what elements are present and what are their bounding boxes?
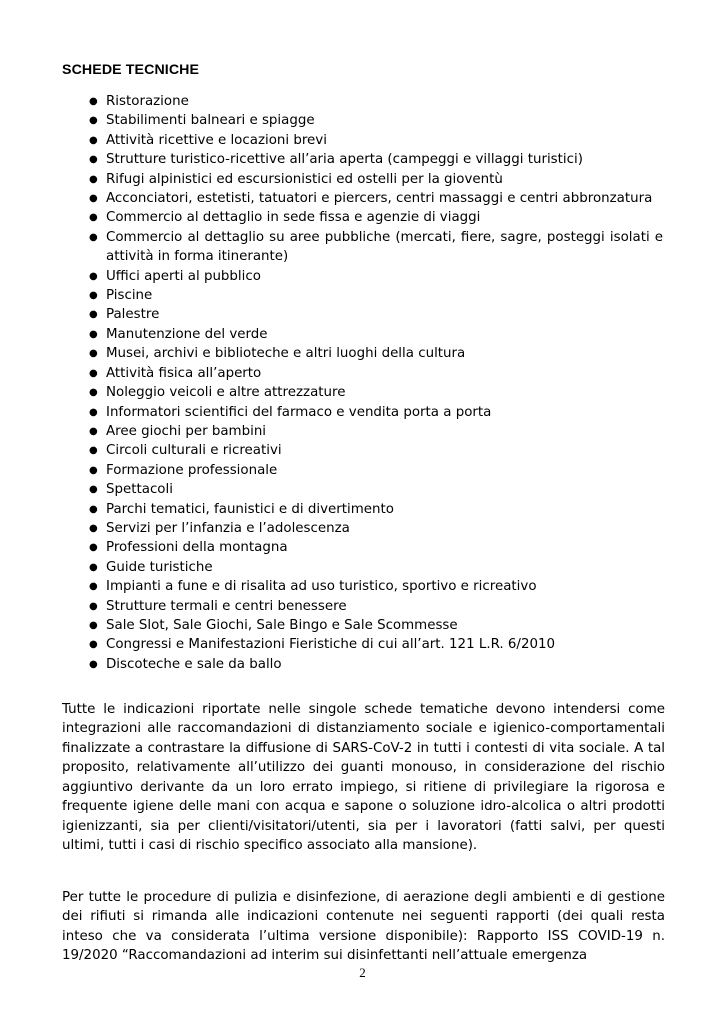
list-item-text: Manutenzione del verde bbox=[106, 326, 268, 342]
section-heading: SCHEDE TECNICHE bbox=[62, 62, 200, 78]
bullet-icon: ● bbox=[89, 425, 98, 437]
list-item-text: Noleggio veicoli e altre attrezzature bbox=[106, 385, 346, 401]
list-item-text: Strutture termali e centri benessere bbox=[106, 598, 347, 614]
paragraph-integrations: Tutte le indicazioni riportate nelle singole schede tematiche devono intendersi come integrazioni alle raccomandazioni di distanziamento sociale e igienico-comportamentali finalizzate a contrastare la diffusione di SARS-CoV-2 in tutti i contesti di vita sociale. A tal proposito, relativamente all’utilizzo dei guanti monouso, in considerazione del rischio aggiuntivo derivante da un loro errato impiego, si ritiene di privilegiare la rigorosa e frequente igiene delle mani con acqua e sapone o soluzione idro-alcolica o altri prodotti igienizzanti, sia per clienti/visitatori/utenti, sia per i lavoratori (fatti salvi, per questi ultimi, tutti i casi di rischio specifico associato alla mansione). bbox=[62, 702, 665, 854]
bullet-icon: ● bbox=[89, 96, 98, 107]
bullet-icon: ● bbox=[89, 231, 98, 243]
bullet-icon: ● bbox=[89, 154, 98, 166]
list-item-text: Servizi per l’infanzia e l’adolescenza bbox=[106, 520, 350, 536]
list-item bbox=[0, 422, 725, 441]
list-item bbox=[0, 519, 725, 538]
list-item-text: Commercio al dettaglio in sede fissa e agenzie di viaggi bbox=[106, 210, 481, 226]
bullet-icon: ● bbox=[89, 600, 98, 612]
bullet-icon: ● bbox=[89, 290, 98, 302]
bullet-icon: ● bbox=[89, 639, 98, 651]
list-item-text: Parchi tematici, faunistici e di divertimento bbox=[106, 501, 394, 517]
list-item bbox=[0, 305, 725, 324]
list-item-text: Formazione professionale bbox=[106, 462, 278, 478]
bullet-icon: ● bbox=[89, 367, 98, 379]
list-item-text: Stabilimenti balneari e spiagge bbox=[106, 113, 315, 129]
list-item-text: Attività ricettive e locazioni brevi bbox=[106, 132, 327, 148]
list-item bbox=[0, 189, 725, 208]
list-item bbox=[0, 616, 725, 635]
list-item bbox=[0, 597, 725, 616]
list-item bbox=[0, 480, 725, 499]
list-item-text: Ristorazione bbox=[106, 94, 189, 109]
list-item-text: Informatori scientifici del farmaco e vendita porta a porta bbox=[106, 404, 492, 420]
list-item bbox=[0, 500, 725, 519]
bullet-icon: ● bbox=[89, 561, 98, 573]
list-item-text: Attività fisica all’aperto bbox=[106, 365, 262, 381]
bullet-icon: ● bbox=[89, 484, 98, 496]
list-item bbox=[0, 635, 725, 654]
list-item-text: Circoli culturali e ricreativi bbox=[106, 443, 282, 459]
list-item bbox=[0, 403, 725, 422]
bullet-icon: ● bbox=[89, 115, 98, 127]
bullet-icon: ● bbox=[89, 212, 98, 224]
list-item bbox=[0, 538, 725, 557]
bullet-icon: ● bbox=[89, 542, 98, 554]
bullet-icon: ● bbox=[89, 173, 98, 185]
list-item-text: Spettacoli bbox=[106, 482, 173, 498]
list-item bbox=[0, 461, 725, 480]
list-item bbox=[0, 228, 725, 267]
bullet-icon: ● bbox=[89, 134, 98, 146]
list-item-text: Rifugi alpinistici ed escursionistici ed ostelli per la gioventù bbox=[106, 171, 503, 187]
list-item bbox=[0, 111, 725, 130]
bullet-icon: ● bbox=[89, 581, 98, 593]
list-item bbox=[0, 131, 725, 150]
list-item-text: Aree giochi per bambini bbox=[106, 423, 267, 439]
list-item bbox=[0, 577, 725, 596]
list-item bbox=[0, 208, 725, 227]
list-item bbox=[0, 150, 725, 169]
list-item bbox=[0, 92, 725, 111]
list-item-text: Musei, archivi e biblioteche e altri luoghi della cultura bbox=[106, 346, 466, 362]
list-item bbox=[0, 267, 725, 286]
bullet-icon: ● bbox=[89, 348, 98, 360]
bullet-icon: ● bbox=[89, 658, 98, 670]
list-item-text: Commercio al dettaglio su aree pubbliche (mercati, fiere, sagre, posteggi isolati e attività in forma itinerante) bbox=[106, 229, 663, 265]
list-item-text: Strutture turistico-ricettive all’aria aperta (campeggi e villaggi turistici) bbox=[106, 152, 583, 168]
bullet-icon: ● bbox=[89, 387, 98, 399]
paragraph-cleaning-procedures: Per tutte le procedure di pulizia e disinfezione, di aerazione degli ambienti e di gestione dei rifiuti si rimanda alle indicazioni contenute nei seguenti rapporti (dei quali resta inteso che va considerata l’ultima versione disponibile): Rapporto ISS COVID-19 n. 19/2020 “Raccomandazioni ad interim sui disinfettanti nell’attuale emergenza bbox=[62, 890, 665, 964]
list-item-text: Sale Slot, Sale Giochi, Sale Bingo e Sale Scommesse bbox=[106, 617, 458, 633]
page-number: 2 bbox=[359, 965, 366, 980]
list-item-text: Congressi e Manifestazioni Fieristiche di cui all’art. 121 L.R. 6/2010 bbox=[106, 637, 556, 653]
list-item bbox=[0, 325, 725, 344]
list-item bbox=[0, 286, 725, 305]
bullet-icon: ● bbox=[89, 193, 98, 205]
bullet-icon: ● bbox=[89, 522, 98, 534]
list-item bbox=[0, 558, 725, 577]
list-item bbox=[0, 383, 725, 402]
activity-list bbox=[0, 92, 725, 674]
list-item bbox=[0, 170, 725, 189]
bullet-icon: ● bbox=[89, 445, 98, 457]
list-item-text: Impianti a fune e di risalita ad uso turistico, sportivo e ricreativo bbox=[106, 579, 537, 595]
bullet-icon: ● bbox=[89, 309, 98, 321]
list-item-text: Acconciatori, estetisti, tatuatori e piercers, centri massaggi e centri abbronzatura bbox=[106, 191, 653, 207]
list-item bbox=[0, 655, 725, 674]
list-item bbox=[0, 344, 725, 363]
list-item-text: Discoteche e sale da ballo bbox=[106, 656, 282, 672]
bullet-icon: ● bbox=[89, 270, 98, 282]
list-item-text: Palestre bbox=[106, 307, 160, 323]
bullet-icon: ● bbox=[89, 464, 98, 476]
bullet-icon: ● bbox=[89, 619, 98, 631]
list-item bbox=[0, 441, 725, 460]
bullet-icon: ● bbox=[89, 503, 98, 515]
list-item-text: Guide turistiche bbox=[106, 559, 213, 575]
bullet-icon: ● bbox=[89, 328, 98, 340]
list-item-text: Uffici aperti al pubblico bbox=[106, 268, 261, 284]
list-item-text: Professioni della montagna bbox=[106, 540, 288, 556]
bullet-icon: ● bbox=[89, 406, 98, 418]
list-item bbox=[0, 364, 725, 383]
list-item-text: Piscine bbox=[106, 288, 153, 304]
